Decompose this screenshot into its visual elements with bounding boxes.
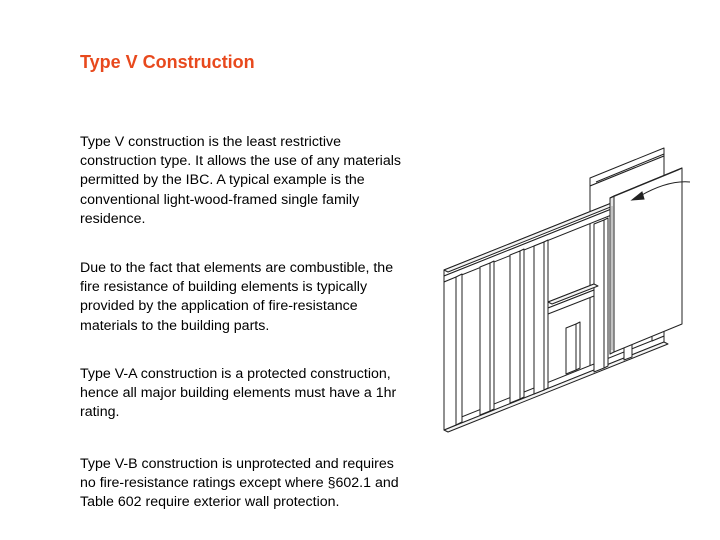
paragraph-intro: Type V construction is the least restrictive construction type. It allows the use of any materials permitted by the IBC. A typical example is the conventional light-wood-framed single family residence. — [80, 134, 401, 227]
paragraph-type-va: Type V-A construction is a protected construction, hence all major building elements must have a 1hr rating. — [80, 366, 397, 421]
bottom-plate — [444, 336, 668, 432]
paragraph-fire-resistance: Due to the fact that elements are combustible, the fire resistance of building elements is typically provided by the application of fire-resistance materials to the building parts. — [80, 260, 394, 334]
wood-frame-wall-illustration — [428, 136, 710, 442]
front-sheathing-panel — [610, 168, 682, 354]
paragraph-type-vb: Type V-B construction is unprotected and requires no fire-resistance ratings except where §602.1 and Table 602 require exterior wall protection. — [80, 456, 399, 511]
slide-title: Type V Construction — [80, 52, 255, 72]
